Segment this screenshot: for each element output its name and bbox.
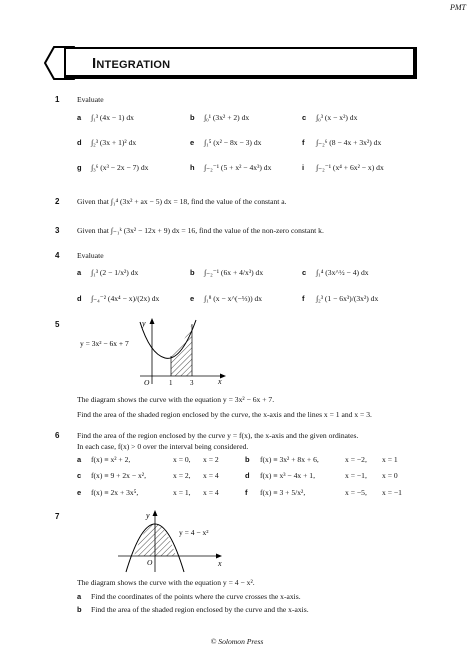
q6-lower: x = 1,: [173, 488, 191, 497]
q4-expr: ∫₁³ (2 − 1/x²) dx: [91, 268, 139, 277]
q6-label: b: [245, 455, 250, 464]
q6-lower: x = −2,: [345, 455, 367, 464]
q1-number: 1: [55, 95, 60, 104]
q7-part-text: Find the coordinates of the points where the curve crosses the x-axis.: [91, 592, 301, 601]
page-title: [92, 55, 170, 72]
q6-text-2: In each case, f(x) > 0 over the interval being considered.: [77, 442, 249, 451]
q5-text-1: The diagram shows the curve with the equation y = 3x² − 6x + 7.: [77, 395, 275, 404]
chapter-banner: [44, 45, 417, 79]
q6-upper: x = 4: [203, 471, 219, 480]
q4-label: d: [77, 294, 82, 303]
q6-upper: x = 1: [382, 455, 398, 464]
title-initial: I: [92, 55, 97, 72]
q6-lower: x = 2,: [173, 471, 191, 480]
q6-text-1: Find the area of the region enclosed by the curve y = f(x), the x-axis and the given ordinates.: [77, 431, 359, 440]
q1-label: i: [302, 163, 305, 172]
q4-expr: ∫₋₄⁻² (4x⁴ − x)/(2x) dx: [91, 294, 160, 303]
q4-intro: Evaluate: [77, 251, 104, 260]
q6-function: f(x) ≡ 9 + 2x − x²,: [91, 471, 146, 480]
corner-label: PMT: [450, 3, 466, 12]
origin-label: O: [144, 378, 150, 387]
q6-lower: x = −1,: [345, 471, 367, 480]
curve-label: y = 4 − x²: [179, 528, 209, 537]
q6-function: f(x) ≡ 3x² + 8x + 6,: [260, 455, 319, 464]
q4-label: e: [190, 294, 195, 303]
q1-label: d: [77, 138, 82, 147]
axis-x-label: x: [218, 377, 222, 386]
q6-upper: x = 0: [382, 471, 398, 480]
q5-text-2: Find the area of the shaded region enclosed by the curve, the x-axis and the lines x = 1 and x = 3.: [77, 410, 372, 419]
q6-label: f: [245, 488, 248, 497]
q7-label: b: [77, 605, 82, 614]
q1-expr: ∫₋₂⁶ (8 − 4x + 3x²) dx: [316, 138, 382, 147]
q6-upper: x = −1: [382, 488, 402, 497]
q5-number: 5: [55, 320, 60, 329]
q1-expr: ∫₁³ (4x − 1) dx: [91, 113, 134, 122]
q6-label: c: [77, 471, 82, 480]
q6-upper: x = 2: [203, 455, 219, 464]
q6-label: e: [77, 488, 82, 497]
q4-label: b: [190, 268, 195, 277]
q2-text: Given that ∫₁⁴ (3x² + ax − 5) dx = 18, find the value of the constant a.: [77, 197, 287, 206]
q1-label: h: [190, 163, 195, 172]
q4-expr: ∫₁⁸ (x − x^(−⅓)) dx: [204, 294, 263, 303]
tick-1-label: 1: [169, 379, 173, 387]
q4-label: c: [302, 268, 307, 277]
q1-expr: ∫₀¹ (3x² + 2) dx: [204, 113, 250, 122]
q4-expr: ∫₂³ (1 − 6x³)/(3x²) dx: [316, 294, 379, 303]
q2-number: 2: [55, 197, 60, 206]
q1-expr: ∫₂³ (3x + 1)² dx: [91, 138, 137, 147]
q1-label: f: [302, 138, 305, 147]
q4-number: 4: [55, 251, 60, 260]
q1-label: c: [302, 113, 307, 122]
q7-text-1: The diagram shows the curve with the equation y = 4 − x².: [77, 578, 255, 587]
q7-number: 7: [55, 512, 60, 521]
q6-function: f(x) ≡ x³ − 4x + 1,: [260, 471, 315, 480]
q6-lower: x = −5,: [345, 488, 367, 497]
curve-label: y = 3x² − 6x + 7: [80, 339, 129, 348]
origin-label: O: [147, 558, 153, 567]
q6-upper: x = 4: [203, 488, 219, 497]
q3-number: 3: [55, 226, 60, 235]
q6-function: f(x) ≡ 2x + 3x⁵,: [91, 488, 139, 497]
q1-label: g: [77, 163, 82, 172]
q4-expr: ∫₋₂⁻¹ (6x + 4/x³) dx: [204, 268, 264, 277]
q1-label: a: [77, 113, 82, 122]
q7-label: a: [77, 592, 82, 601]
q1-expr: ∫₀³ (x − x²) dx: [316, 113, 358, 122]
q4-label: a: [77, 268, 82, 277]
q6-lower: x = 0,: [173, 455, 191, 464]
tick-3-label: 3: [190, 379, 194, 387]
q1-expr: ∫₁⁵ (x² − 8x − 3) dx: [204, 138, 262, 147]
axis-y-label: y: [146, 511, 150, 520]
axis-x-label: x: [218, 559, 222, 568]
q1-expr: ∫₋₂⁻¹ (x⁴ + 6x² − x) dx: [316, 163, 384, 172]
axis-y-label: y: [142, 319, 146, 328]
q7-diagram: [118, 508, 228, 574]
q6-function: f(x) ≡ 3 + 5/x²,: [260, 488, 306, 497]
q4-label: f: [302, 294, 305, 303]
q1-expr: ∫₋₂⁻¹ (5 + x² − 4x³) dx: [204, 163, 272, 172]
q6-label: d: [245, 471, 250, 480]
q1-intro: Evaluate: [77, 95, 104, 104]
footer-copyright: © Solomon Press: [210, 637, 264, 646]
q1-expr: ∫₃⁶ (x³ − 2x − 7) dx: [91, 163, 149, 172]
q6-function: f(x) ≡ x² + 2,: [91, 455, 131, 464]
title-rest: NTEGRATION: [96, 59, 171, 71]
q1-label: e: [190, 138, 195, 147]
q6-label: a: [77, 455, 82, 464]
q6-number: 6: [55, 431, 60, 440]
q7-part-text: Find the area of the shaded region enclosed by the curve and the x-axis.: [91, 605, 309, 614]
q3-text: Given that ∫₋₁ᵏ (3x² − 12x + 9) dx = 16, find the value of the non-zero constant k.: [77, 226, 324, 235]
q1-label: b: [190, 113, 195, 122]
q5-diagram: [80, 318, 230, 390]
q4-expr: ∫₁⁴ (3x^½ − 4) dx: [316, 268, 369, 277]
